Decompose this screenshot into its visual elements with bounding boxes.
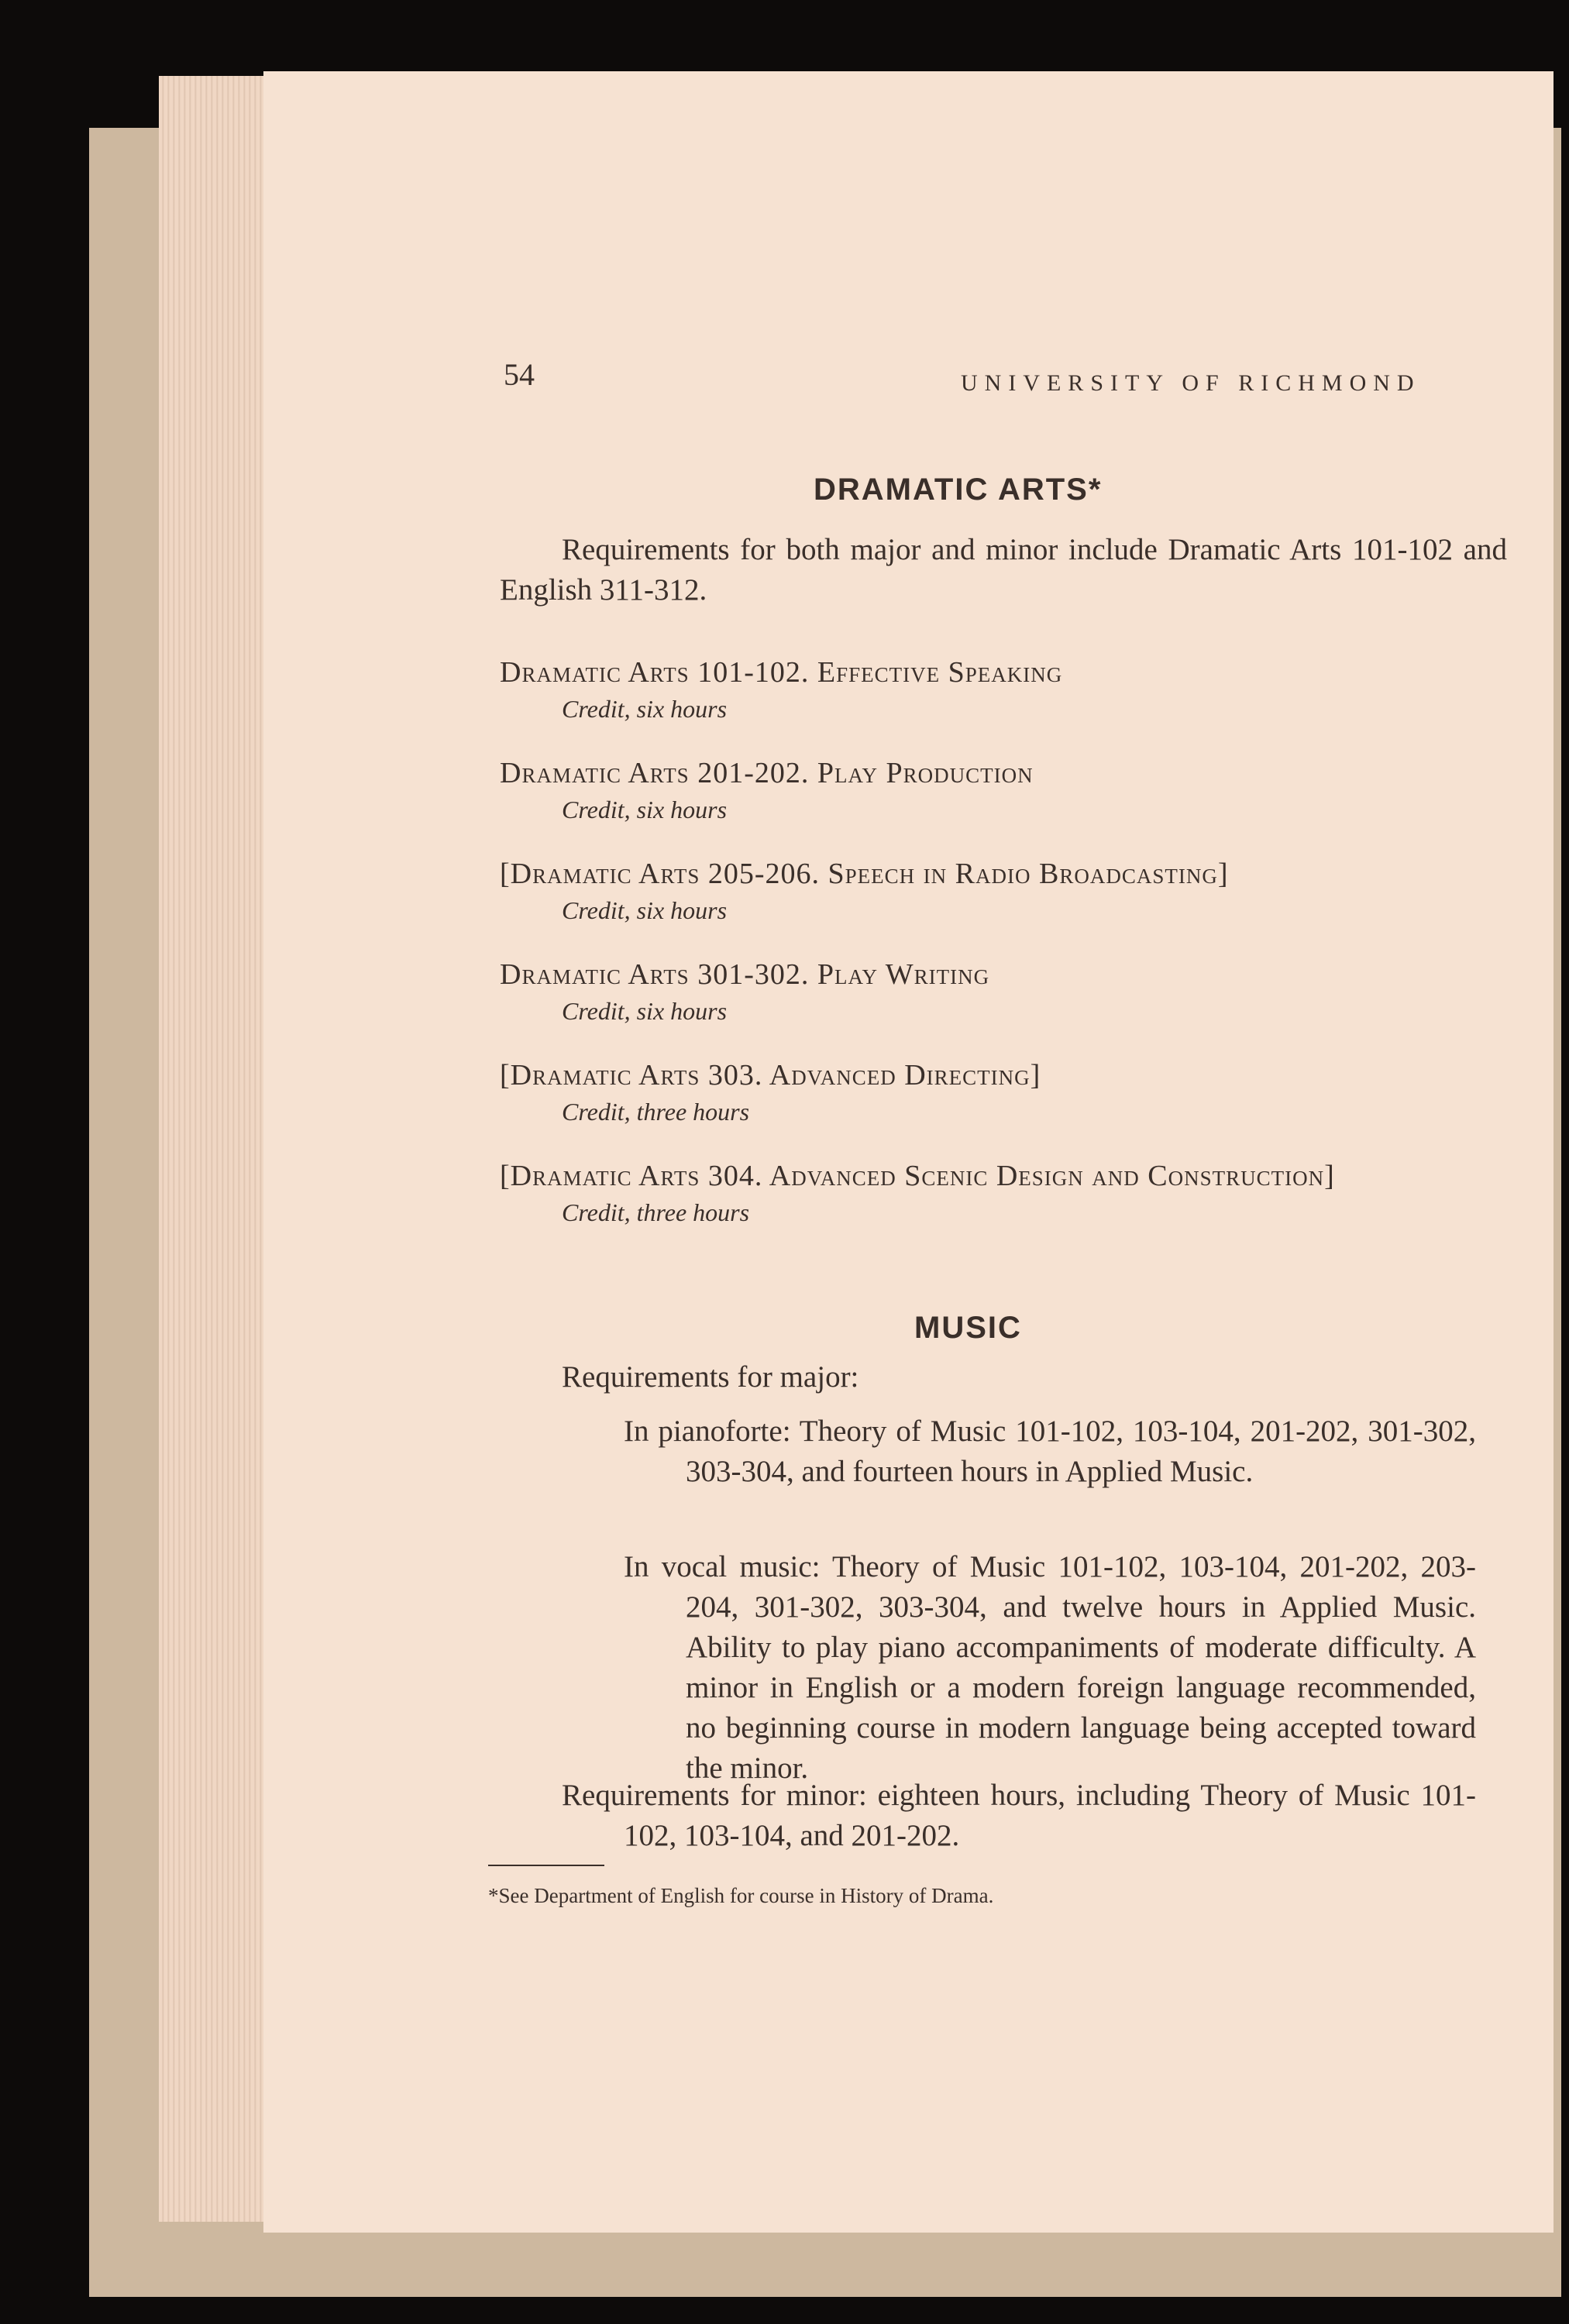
course-entry (500, 854, 1507, 927)
course-title: Dramatic Arts 201-202. Play Production (500, 757, 1034, 789)
course-credit: Credit, three hours (562, 1098, 750, 1126)
running-title: UNIVERSITY OF RICHMOND (961, 370, 1421, 396)
course-credit: Credit, six hours (562, 997, 728, 1025)
footnote-rule (488, 1865, 604, 1866)
dramatic-arts-heading: DRAMATIC ARTS* (814, 473, 1103, 507)
course-title: [Dramatic Arts 205-206. Speech in Radio Broadcasting] (500, 858, 1229, 890)
course-credit: Credit, six hours (562, 896, 728, 924)
music-major-intro: Requirements for major: (562, 1360, 859, 1394)
course-entry (500, 954, 1507, 1027)
course-credit: Credit, six hours (562, 695, 728, 723)
course-title: Dramatic Arts 301-302. Play Writing (500, 958, 990, 991)
course-title: [Dramatic Arts 304. Advanced Scenic Design and Construction] (500, 1160, 1335, 1192)
pianoforte-requirements: In pianoforte: Theory of Music 101-102, 103-104, 201-202, 301-302, 303-304, and fourteen hours in Applied Music. (624, 1415, 1476, 1488)
running-header (263, 296, 1554, 396)
course-entry (500, 1156, 1414, 1229)
course-credit: Credit, six hours (562, 796, 728, 823)
book-page (263, 71, 1554, 2233)
course-title: Dramatic Arts 101-102. Effective Speaking (500, 656, 1063, 689)
course-entry (500, 1055, 1507, 1128)
music-minor-requirements: Requirements for minor: eighteen hours, including Theory of Music 101-102, 103-104, and 201-202. (562, 1779, 1476, 1852)
course-title: [Dramatic Arts 303. Advanced Directing] (500, 1059, 1041, 1092)
music-heading: MUSIC (914, 1311, 1022, 1345)
vocal-music-requirements: In vocal music: Theory of Music 101-102, 103-104, 201-202, 203-204, 301-302, 303-304, and twelve hours in Applied Music. Ability to play piano accompaniments of moderate difficulty. A minor in English or a modern foreign language recommended, no beginning course in modern language being accepted toward the minor. (624, 1550, 1476, 1785)
dramatic-arts-intro: Requirements for both major and minor include Dramatic Arts 101-102 and English 311-312. (500, 533, 1507, 607)
course-entry (500, 652, 1507, 725)
page-edges (159, 76, 279, 2222)
page-number: 54 (504, 357, 535, 392)
course-credit: Credit, three hours (562, 1198, 750, 1226)
course-entry (500, 753, 1507, 826)
footnote: *See Department of English for course in History of Drama. (488, 1884, 994, 1907)
